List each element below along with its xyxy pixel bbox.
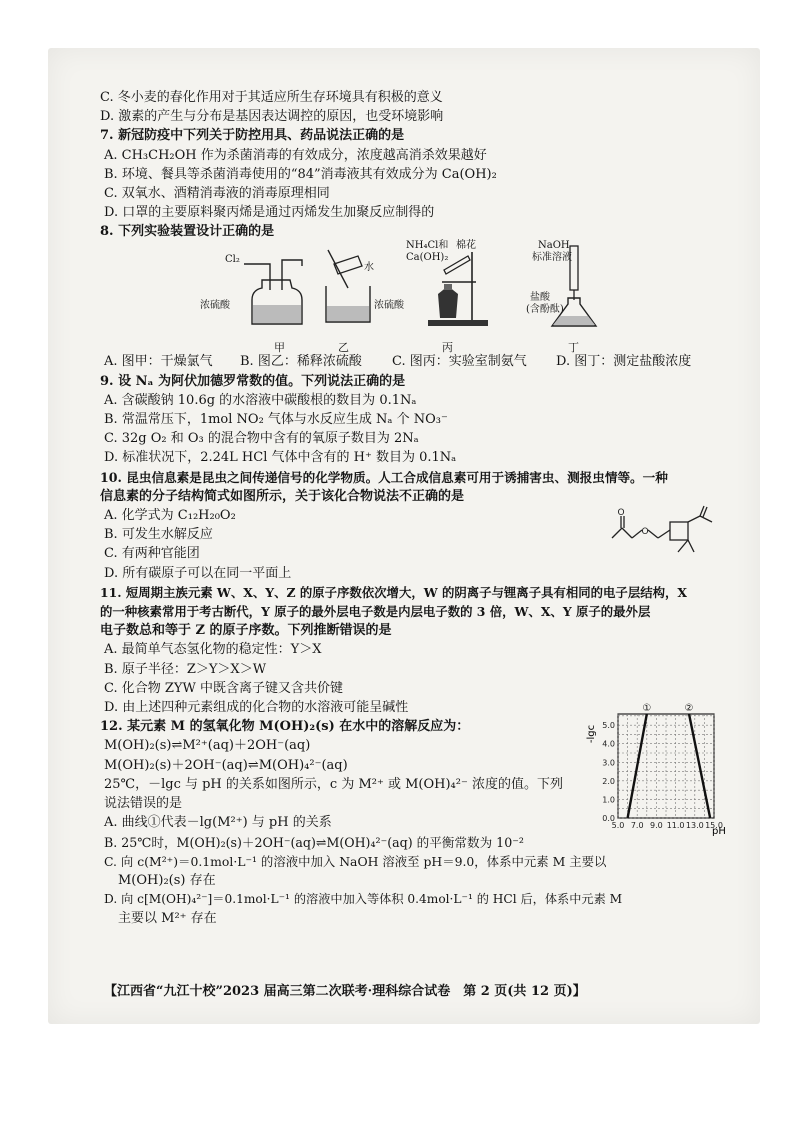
chart-series-line-2 <box>689 714 710 818</box>
q7-option-a: A. CH₃CH₂OH 作为杀菌消毒的有效成分，浓度越高消杀效果越好 <box>104 147 487 163</box>
svg-text:O: O <box>617 508 625 518</box>
q9-option-c: C. 32g O₂ 和 O₃ 的混合物中含有的氧原子数目为 2Nₐ <box>104 431 419 447</box>
chart-x-tick-label: 13.0 <box>685 821 704 830</box>
gas-washing-bottle-icon <box>240 250 310 330</box>
jia-liquid-label: 浓硫酸 <box>200 299 230 311</box>
chart-y-axis-label: -lgc <box>586 724 597 744</box>
chart-y-tick-label: 4.0 <box>602 739 615 749</box>
q11-option-d: D. 由上述四种元素组成的化合物的水溶液可能呈碱性 <box>104 700 409 716</box>
q12-option-c-line2: M(OH)₂(s) 存在 <box>118 872 216 888</box>
heating-apparatus-icon <box>418 250 498 330</box>
q12-option-a: A. 曲线①代表－lg(M²⁺) 与 pH 的关系 <box>104 815 332 831</box>
ding-acid-line2: (含酚酞) <box>526 303 564 315</box>
q12-option-c-line1: C. 向 c(M²⁺)＝0.1mol·L⁻¹ 的溶液中加入 NaOH 溶液至 pH＝9.0，体系中元素 M 主要以 <box>104 853 607 869</box>
yi-name: 乙 <box>338 340 349 354</box>
q10-option-c: C. 有两种官能团 <box>104 546 200 562</box>
bing-name: 丙 <box>442 340 453 354</box>
q8-option-b: B. 图乙：稀释浓硫酸 <box>240 353 362 369</box>
q7-option-c: C. 双氧水、酒精消毒液的消毒原理相同 <box>104 186 330 202</box>
titration-apparatus-icon <box>540 246 600 332</box>
q11-title-line3: 电子数总和等于 Z 的原子序数。下列推断错误的是 <box>100 623 392 639</box>
ding-naoh-line1: NaOH <box>538 239 570 251</box>
q12-description-1: 25℃，－lgc 与 pH 的关系如图所示，c 为 M²⁺ 或 M(OH)₄²⁻ 浓度的值。下列 <box>104 776 563 792</box>
q10-option-d: D. 所有碳原子可以在同一平面上 <box>104 565 292 581</box>
ding-name: 丁 <box>568 340 579 354</box>
q12-option-b: B. 25℃时，M(OH)₂(s)＋2OH⁻(aq)⇌M(OH)₄²⁻(aq) 的平衡常数为 10⁻² <box>104 834 524 850</box>
bing-reagent-line1: NH₄Cl和 <box>406 239 449 251</box>
q8-apparatus <box>100 239 720 354</box>
chart-x-tick-label: 15.0 <box>705 821 723 830</box>
q12-equation-2: M(OH)₂(s)＋2OH⁻(aq)⇌M(OH)₄²⁻(aq) <box>104 757 348 773</box>
chart-y-tick-label: 2.0 <box>602 776 615 786</box>
chart-y-tick-label: 5.0 <box>602 721 615 731</box>
q12-option-d-line2: 主要以 M²⁺ 存在 <box>118 911 217 927</box>
q6-option-d: D. 激素的产生与分布是基因表达调控的原因，也受环境影响 <box>100 109 444 125</box>
chart-y-tick-label: 0.0 <box>602 814 615 823</box>
page-footer: 【江西省“九江十校”2023 届高三第二次联考·理科综合试卷 第 2 页(共 12 页)】 <box>104 984 586 999</box>
q6-option-c: C. 冬小麦的春化作用对于其适应所生存环境具有积极的意义 <box>100 90 443 105</box>
q10-option-b: B. 可发生水解反应 <box>104 527 213 543</box>
q8-option-c: C. 图丙：实验室制氨气 <box>392 353 527 369</box>
q12-equation-1: M(OH)₂(s)⇌M²⁺(aq)＋2OH⁻(aq) <box>104 738 311 754</box>
ding-acid-line1: 盐酸 <box>530 291 550 303</box>
q9-title: 9. 设 Nₐ 为阿伏加德罗常数的值。下列说法正确的是 <box>100 373 406 389</box>
bing-cotton-label: 棉花 <box>456 239 476 251</box>
q10-option-a: A. 化学式为 C₁₂H₂₀O₂ <box>104 508 236 524</box>
beaker-icon <box>318 248 388 328</box>
q9-option-a: A. 含碳酸钠 10.6g 的水溶液中碳酸根的数目为 0.1Nₐ <box>104 392 417 408</box>
q7-option-b: B. 环境、餐具等杀菌消毒使用的“84”消毒液其有效成分为 Ca(OH)₂ <box>104 166 497 182</box>
chart-x-tick-label: 11.0 <box>666 821 685 830</box>
q11-option-b: B. 原子半径：Z＞Y＞X＞W <box>104 661 267 677</box>
q8-option-d: D. 图丁：测定盐酸浓度 <box>556 353 692 369</box>
chart-series-label-2: ② <box>684 703 694 714</box>
q7-option-d: D. 口罩的主要原料聚丙烯是通过丙烯发生加聚反应制得的 <box>104 205 435 221</box>
chart-ticks <box>602 721 723 830</box>
q9-option-d: D. 标准状况下，2.24L HCl 气体中含有的 H⁺ 数目为 0.1Nₐ <box>104 450 457 466</box>
q11-title-line1: 11. 短周期主族元素 W、X、Y、Z 的原子序数依次增大，W 的阴离子与锂离子具有相同的电子层结构，X <box>100 584 687 600</box>
bing-reagent-line2: Ca(OH)₂ <box>406 251 449 263</box>
q10-title-line2: 信息素的分子结构简式如图所示，关于该化合物说法不正确的是 <box>100 488 465 504</box>
q11-title-line2: 的一种核素常用于考古断代，Y 原子的最外层电子数是内层电子数的 3 倍，W、X、Y 原子的最外层 <box>100 604 651 620</box>
chart-y-tick-label: 1.0 <box>602 795 615 805</box>
svg-text:O: O <box>641 527 649 537</box>
q12-description-2: 说法错误的是 <box>104 796 183 812</box>
lgc-ph-chart <box>588 700 728 840</box>
q8-option-a: A. 图甲：干燥氯气 <box>104 353 213 369</box>
chart-y-tick-label: 3.0 <box>602 758 615 768</box>
chart-x-tick-label: 5.0 <box>611 821 625 830</box>
chart-series-label-1: ① <box>642 703 652 714</box>
q12-title: 12. 某元素 M 的氢氧化物 M(OH)₂(s) 在水中的溶解反应为： <box>100 719 470 735</box>
chart-x-tick-label: 9.0 <box>650 821 663 830</box>
yi-water-label: 水 <box>364 261 374 273</box>
q8-title: 8. 下列实验装置设计正确的是 <box>100 224 275 240</box>
q7-title: 7. 新冠防疫中下列关于防控用具、药品说法正确的是 <box>100 128 405 144</box>
pheromone-structure-diagram <box>608 508 726 568</box>
chart-x-axis-label: pH <box>712 826 726 837</box>
q11-option-c: C. 化合物 ZYW 中既含离子键又含共价键 <box>104 680 343 696</box>
ding-naoh-line2: 标准溶液 <box>532 251 572 263</box>
jia-gas-label: Cl₂ <box>225 253 240 265</box>
q8-options <box>100 352 720 372</box>
q10-title-line1: 10. 昆虫信息素是昆虫之间传递信号的化学物质。人工合成信息素可用于诱捕害虫、测报虫情等。一种 <box>100 469 668 485</box>
q9-option-b: B. 常温常压下，1mol NO₂ 气体与水反应生成 Nₐ 个 NO₃⁻ <box>104 412 448 428</box>
yi-liquid-label: 浓硫酸 <box>374 299 404 311</box>
chart-x-tick-label: 7.0 <box>630 821 644 830</box>
q11-option-a: A. 最简单气态氢化物的稳定性：Y＞X <box>104 642 322 658</box>
q12-option-d-line1: D. 向 c[M(OH)₄²⁻]＝0.1mol·L⁻¹ 的溶液中加入等体积 0.4mol·L⁻¹ 的 HCl 后，体系中元素 M <box>104 892 623 907</box>
chart-series <box>628 703 711 818</box>
jia-name: 甲 <box>274 340 285 354</box>
